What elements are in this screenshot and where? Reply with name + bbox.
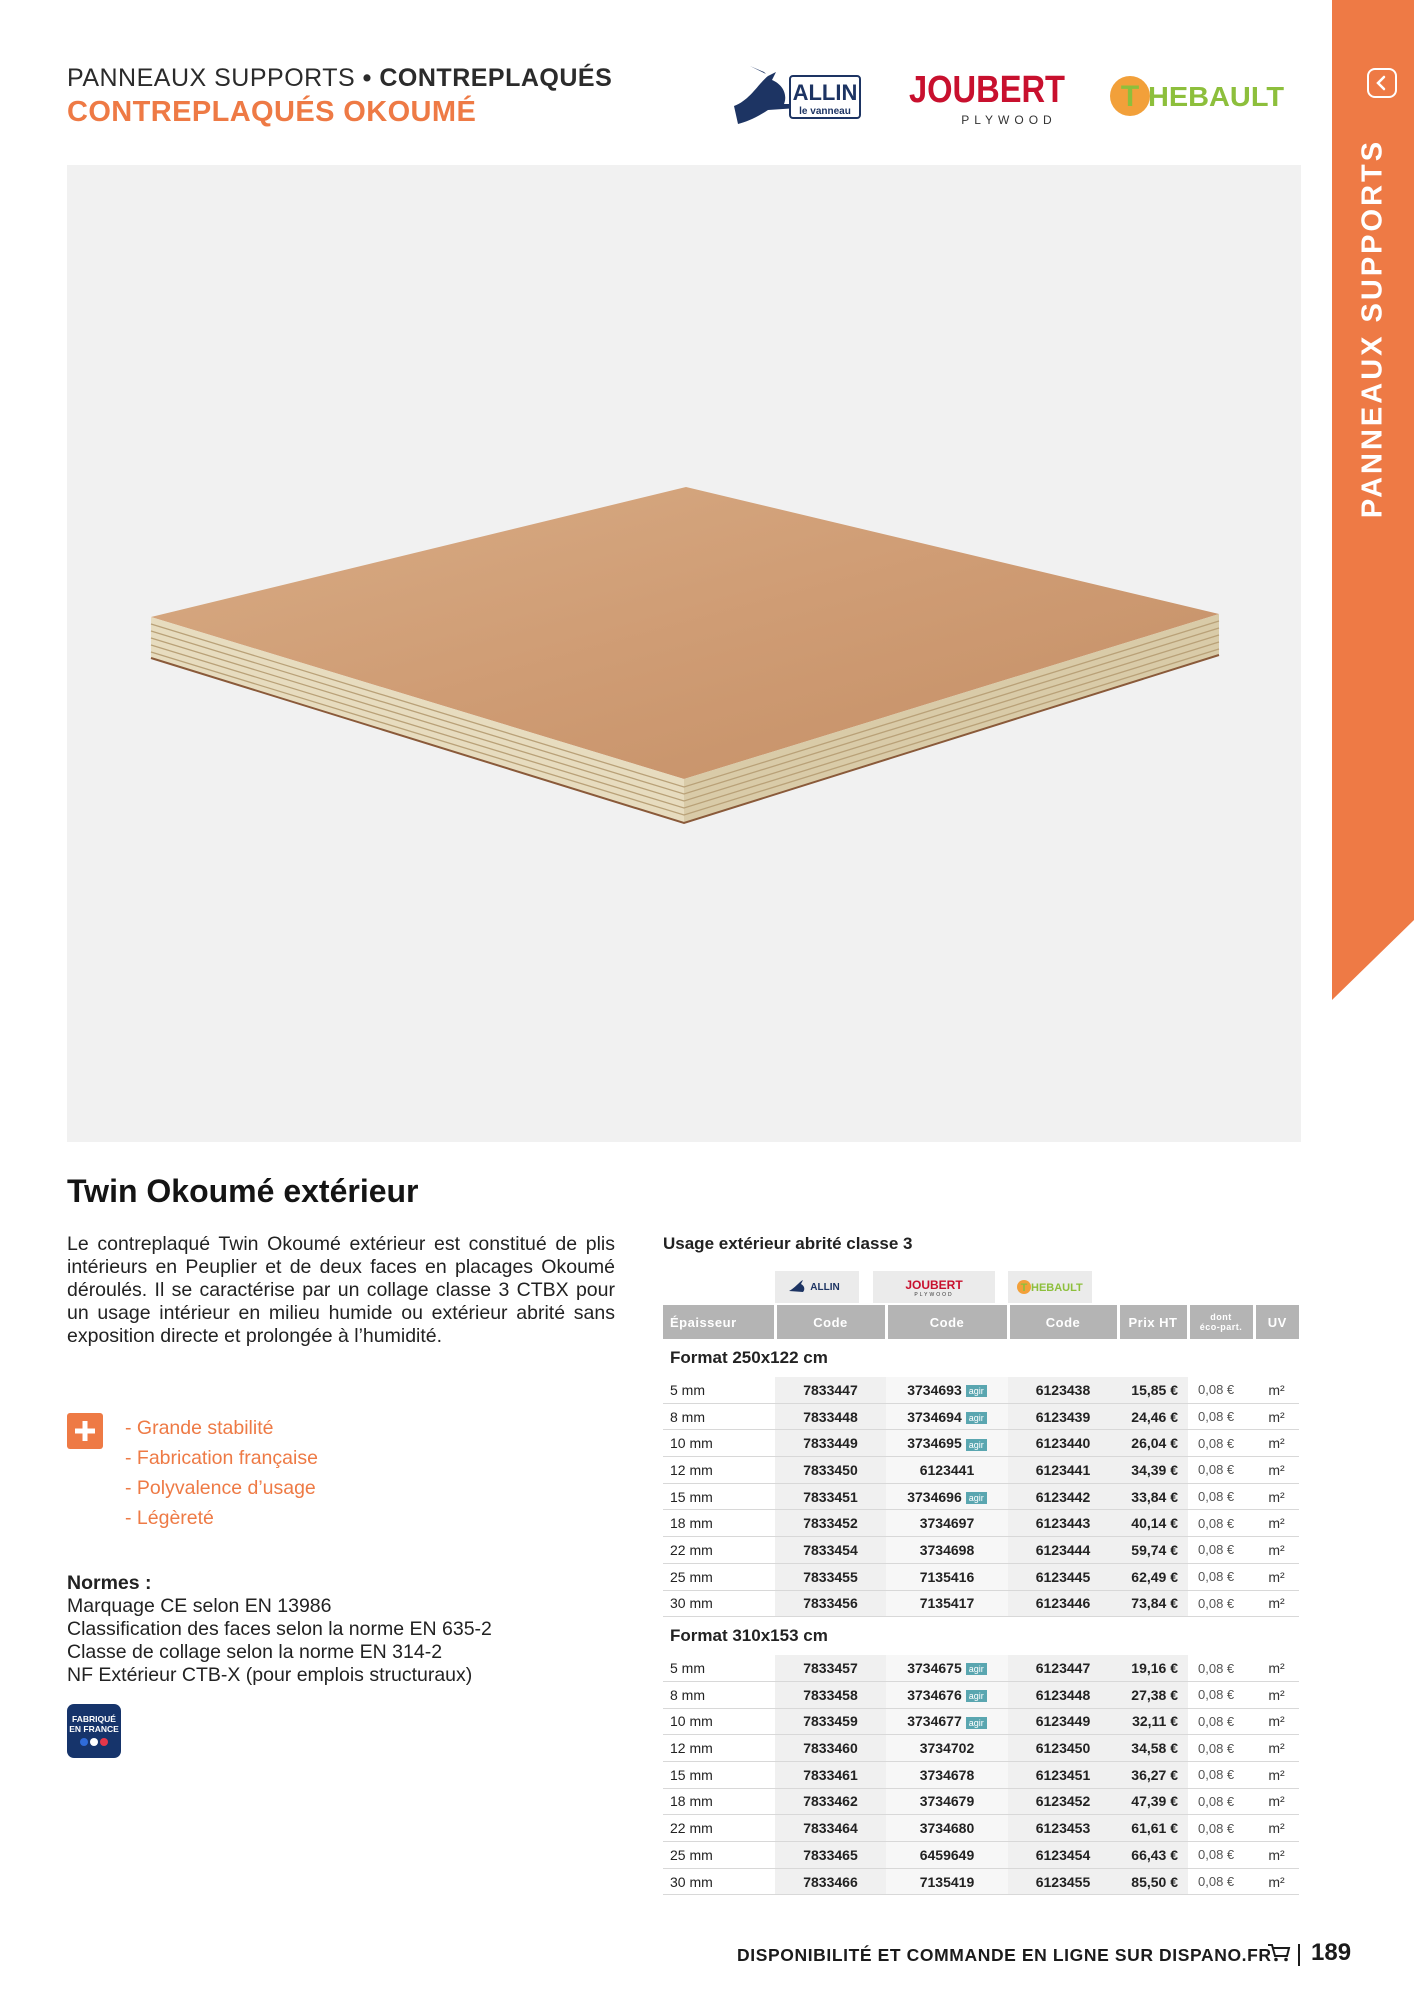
cell-eco: 0,08 € (1188, 1377, 1254, 1403)
col-eco: dont éco-part. (1188, 1305, 1254, 1339)
cell-code-thebault: 6123452 (1008, 1788, 1118, 1815)
cell-uv: m² (1254, 1377, 1299, 1403)
cell-code-thebault: 6123444 (1008, 1537, 1118, 1564)
cell-code-thebault: 6123453 (1008, 1815, 1118, 1842)
cell-uv: m² (1254, 1537, 1299, 1564)
cell-prix: 66,43 € (1118, 1842, 1188, 1869)
norme-item: Classe de collage selon la norme EN 314-2 (67, 1641, 443, 1663)
table-row (663, 1377, 1299, 1403)
cell-prix: 33,84 € (1118, 1483, 1188, 1510)
agir-badge: agir (966, 1663, 987, 1675)
cell-uv: m² (1254, 1457, 1299, 1484)
cell-eco: 0,08 € (1188, 1815, 1254, 1842)
product-table (663, 1305, 1299, 1895)
thebault-logo (1108, 70, 1288, 122)
cell-epaisseur: 18 mm (663, 1788, 775, 1815)
col-epaisseur: Épaisseur (663, 1305, 775, 1339)
cell-eco: 0,08 € (1188, 1457, 1254, 1484)
cell-code-thebault: 6123442 (1008, 1483, 1118, 1510)
allin-logo-name: ALLIN (792, 80, 858, 105)
cell-code-allin: 7833452 (775, 1510, 886, 1537)
product-description: Le contreplaqué Twin Okoumé extérieur est constitué de plis intérieurs en Peuplier et de deux faces en placages Okoumé déroulés. Il se caractérise par un collage classe 3 CTBX pour un usage intérieur en milieu humide ou extérieur abrité sans exposition directe et prolongée à l’humidité. (67, 1233, 615, 1347)
cell-uv: m² (1254, 1655, 1299, 1681)
cell-code-allin: 7833462 (775, 1788, 886, 1815)
cell-code-thebault: 6123454 (1008, 1842, 1118, 1869)
table-row (663, 1655, 1299, 1681)
cell-prix: 19,16 € (1118, 1655, 1188, 1681)
svg-text:HEBAULT: HEBAULT (1031, 1282, 1083, 1294)
cell-prix: 61,61 € (1118, 1815, 1188, 1842)
cell-code-allin: 7833457 (775, 1655, 886, 1681)
svg-text:PLYWOOD: PLYWOOD (914, 1292, 954, 1298)
cell-code-joubert: 3734693 agir (886, 1377, 1008, 1403)
joubert-mini-logo (899, 1276, 969, 1298)
cell-epaisseur: 10 mm (663, 1708, 775, 1735)
feature-item: - Grande stabilité (125, 1417, 274, 1439)
product-image (67, 165, 1301, 1142)
cell-code-joubert: 6459649 (886, 1842, 1008, 1869)
cell-eco: 0,08 € (1188, 1708, 1254, 1735)
cell-code-joubert: 3734676 agir (886, 1681, 1008, 1708)
format-title: Format 250x122 cm (670, 1348, 828, 1367)
norme-item: Marquage CE selon EN 13986 (67, 1595, 332, 1617)
cell-code-allin: 7833456 (775, 1590, 886, 1617)
table-row (663, 1788, 1299, 1815)
allin-logo-sub: le vanneau (799, 106, 851, 117)
agir-badge: agir (966, 1412, 987, 1424)
col-prix: Prix HT (1118, 1305, 1188, 1339)
side-tab-label: PANNEAUX SUPPORTS (1356, 138, 1389, 519)
cell-epaisseur: 22 mm (663, 1815, 775, 1842)
table-row (663, 1430, 1299, 1457)
cell-prix: 24,46 € (1118, 1403, 1188, 1430)
cell-eco: 0,08 € (1188, 1510, 1254, 1537)
table-row (663, 1708, 1299, 1735)
crumb-sub: CONTREPLAQUÉS (379, 64, 613, 92)
format-row (663, 1617, 1299, 1656)
cart-icon (1268, 1944, 1290, 1962)
cell-code-joubert: 3734695 agir (886, 1430, 1008, 1457)
cell-code-thebault: 6123440 (1008, 1430, 1118, 1457)
format-row (663, 1339, 1299, 1377)
cell-code-allin: 7833455 (775, 1563, 886, 1590)
cell-code-joubert: 6123441 (886, 1457, 1008, 1484)
col-code-joubert: Code (886, 1305, 1008, 1339)
flag-dots-icon (67, 1734, 121, 1748)
cell-epaisseur: 22 mm (663, 1537, 775, 1564)
table-row (663, 1842, 1299, 1869)
cell-prix: 34,39 € (1118, 1457, 1188, 1484)
allin-logo (728, 62, 863, 130)
joubert-logo-name: JOUBERT (909, 69, 1065, 111)
cell-code-thebault: 6123439 (1008, 1403, 1118, 1430)
cell-epaisseur: 8 mm (663, 1681, 775, 1708)
norme-item: NF Extérieur CTB-X (pour emplois structuraux) (67, 1664, 473, 1686)
table-brand-joubert (873, 1271, 995, 1303)
cell-eco: 0,08 € (1188, 1430, 1254, 1457)
agir-badge: agir (966, 1690, 987, 1702)
col-code-thebault: Code (1008, 1305, 1118, 1339)
cell-code-thebault: 6123448 (1008, 1681, 1118, 1708)
cell-code-thebault: 6123451 (1008, 1761, 1118, 1788)
cell-code-thebault: 6123438 (1008, 1377, 1118, 1403)
cell-eco: 0,08 € (1188, 1681, 1254, 1708)
cell-uv: m² (1254, 1403, 1299, 1430)
cell-epaisseur: 5 mm (663, 1377, 775, 1403)
cell-eco: 0,08 € (1188, 1868, 1254, 1895)
cell-epaisseur: 30 mm (663, 1590, 775, 1617)
cell-code-allin: 7833460 (775, 1735, 886, 1762)
cell-eco: 0,08 € (1188, 1788, 1254, 1815)
cell-code-thebault: 6123446 (1008, 1590, 1118, 1617)
cell-uv: m² (1254, 1510, 1299, 1537)
cell-eco: 0,08 € (1188, 1537, 1254, 1564)
svg-text:JOUBERT: JOUBERT (905, 1278, 963, 1292)
col-uv: UV (1254, 1305, 1299, 1339)
cell-uv: m² (1254, 1788, 1299, 1815)
cell-code-joubert: 3734677 agir (886, 1708, 1008, 1735)
cell-eco: 0,08 € (1188, 1842, 1254, 1869)
cell-code-thebault: 6123449 (1008, 1708, 1118, 1735)
cell-prix: 40,14 € (1118, 1510, 1188, 1537)
thebault-logo-initial: T (1120, 80, 1140, 113)
cell-code-allin: 7833448 (775, 1403, 886, 1430)
cell-code-allin: 7833454 (775, 1537, 886, 1564)
table-row (663, 1735, 1299, 1762)
cell-prix: 73,84 € (1118, 1590, 1188, 1617)
cell-epaisseur: 10 mm (663, 1430, 775, 1457)
cell-uv: m² (1254, 1681, 1299, 1708)
cell-eco: 0,08 € (1188, 1403, 1254, 1430)
svg-text:T: T (1020, 1282, 1028, 1294)
cell-code-joubert: 7135419 (886, 1868, 1008, 1895)
cell-code-allin: 7833459 (775, 1708, 886, 1735)
cell-prix: 34,58 € (1118, 1735, 1188, 1762)
cell-prix: 26,04 € (1118, 1430, 1188, 1457)
cell-epaisseur: 12 mm (663, 1457, 775, 1484)
agir-badge: agir (966, 1717, 987, 1729)
cell-uv: m² (1254, 1735, 1299, 1762)
thebault-logo-name: HEBAULT (1148, 81, 1284, 112)
table-row (663, 1815, 1299, 1842)
cell-epaisseur: 12 mm (663, 1735, 775, 1762)
cell-epaisseur: 15 mm (663, 1483, 775, 1510)
cell-prix: 27,38 € (1118, 1681, 1188, 1708)
cell-code-allin: 7833451 (775, 1483, 886, 1510)
cell-epaisseur: 8 mm (663, 1403, 775, 1430)
table-row (663, 1483, 1299, 1510)
cell-eco: 0,08 € (1188, 1761, 1254, 1788)
cell-eco: 0,08 € (1188, 1655, 1254, 1681)
col-code-allin: Code (775, 1305, 886, 1339)
cell-code-thebault: 6123447 (1008, 1655, 1118, 1681)
cell-code-thebault: 6123450 (1008, 1735, 1118, 1762)
table-row (663, 1403, 1299, 1430)
cell-eco: 0,08 € (1188, 1483, 1254, 1510)
joubert-logo-sub: PLYWOOD (961, 113, 1057, 127)
cell-uv: m² (1254, 1430, 1299, 1457)
feature-list (125, 1413, 318, 1533)
cell-code-allin: 7833447 (775, 1377, 886, 1403)
cell-code-joubert: 3734679 (886, 1788, 1008, 1815)
table-row (663, 1681, 1299, 1708)
feature-item: - Fabrication française (125, 1447, 318, 1469)
table-brand-allin (775, 1271, 859, 1303)
feature-item: - Légèreté (125, 1507, 214, 1529)
table-header-row (663, 1305, 1299, 1339)
joubert-logo (905, 68, 1070, 130)
cell-code-thebault: 6123445 (1008, 1563, 1118, 1590)
table-row (663, 1510, 1299, 1537)
cell-prix: 62,49 € (1118, 1563, 1188, 1590)
cell-epaisseur: 5 mm (663, 1655, 775, 1681)
cell-uv: m² (1254, 1761, 1299, 1788)
made-in-france-badge (67, 1704, 121, 1758)
usage-title: Usage extérieur abrité classe 3 (663, 1234, 913, 1253)
cell-prix: 59,74 € (1118, 1537, 1188, 1564)
table-row (663, 1590, 1299, 1617)
cell-code-joubert: 3734698 (886, 1537, 1008, 1564)
cell-code-joubert: 7135416 (886, 1563, 1008, 1590)
cell-epaisseur: 25 mm (663, 1842, 775, 1869)
footer-divider (1298, 1944, 1300, 1966)
thebault-mini-logo (1015, 1276, 1085, 1298)
page-number: 189 (1311, 1939, 1352, 1966)
cell-prix: 32,11 € (1118, 1708, 1188, 1735)
product-name: Twin Okoumé extérieur (67, 1173, 419, 1209)
cell-code-joubert: 7135417 (886, 1590, 1008, 1617)
cell-uv: m² (1254, 1842, 1299, 1869)
cell-epaisseur: 18 mm (663, 1510, 775, 1537)
page-title: CONTREPLAQUÉS OKOUMÉ (67, 96, 477, 128)
cell-uv: m² (1254, 1815, 1299, 1842)
cell-code-joubert: 3734702 (886, 1735, 1008, 1762)
table-row (663, 1563, 1299, 1590)
cell-code-thebault: 6123441 (1008, 1457, 1118, 1484)
normes-title: Normes : (67, 1572, 152, 1594)
cell-uv: m² (1254, 1708, 1299, 1735)
cell-code-allin: 7833465 (775, 1842, 886, 1869)
table-row (663, 1537, 1299, 1564)
badge-line-1: FABRIQUÉ (72, 1714, 116, 1724)
cell-code-joubert: 3734694 agir (886, 1403, 1008, 1430)
badge-line-2: EN FRANCE (69, 1724, 119, 1734)
cell-uv: m² (1254, 1868, 1299, 1895)
normes-list (67, 1595, 492, 1687)
plus-icon (67, 1413, 103, 1449)
cell-code-allin: 7833466 (775, 1868, 886, 1895)
cell-uv: m² (1254, 1483, 1299, 1510)
cell-code-joubert: 3734680 (886, 1815, 1008, 1842)
cell-prix: 85,50 € (1118, 1868, 1188, 1895)
cell-code-joubert: 3734675 agir (886, 1655, 1008, 1681)
agir-badge: agir (966, 1492, 987, 1504)
cell-code-joubert: 3734697 (886, 1510, 1008, 1537)
table-row (663, 1457, 1299, 1484)
table-row (663, 1761, 1299, 1788)
cell-prix: 36,27 € (1118, 1761, 1188, 1788)
feature-item: - Polyvalence d’usage (125, 1477, 316, 1499)
agir-badge: agir (966, 1439, 987, 1451)
cell-eco: 0,08 € (1188, 1735, 1254, 1762)
cell-epaisseur: 25 mm (663, 1563, 775, 1590)
svg-text:ALLIN: ALLIN (810, 1282, 840, 1293)
allin-mini-logo (787, 1276, 847, 1298)
cell-uv: m² (1254, 1590, 1299, 1617)
table-row (663, 1868, 1299, 1895)
cell-uv: m² (1254, 1563, 1299, 1590)
cell-prix: 47,39 € (1118, 1788, 1188, 1815)
footer-text: DISPONIBILITÉ ET COMMANDE EN LIGNE SUR DISPANO.FR (737, 1945, 1272, 1965)
norme-item: Classification des faces selon la norme EN 635-2 (67, 1618, 492, 1640)
breadcrumb (67, 64, 612, 93)
cell-code-allin: 7833461 (775, 1761, 886, 1788)
cell-code-thebault: 6123455 (1008, 1868, 1118, 1895)
cell-code-thebault: 6123443 (1008, 1510, 1118, 1537)
cell-code-allin: 7833450 (775, 1457, 886, 1484)
cell-epaisseur: 15 mm (663, 1761, 775, 1788)
cell-code-joubert: 3734696 agir (886, 1483, 1008, 1510)
side-tab (1332, 0, 1414, 1000)
cell-eco: 0,08 € (1188, 1590, 1254, 1617)
table-brand-thebault (1008, 1271, 1092, 1303)
crumb-section: PANNEAUX SUPPORTS (67, 64, 356, 92)
cell-prix: 15,85 € (1118, 1377, 1188, 1403)
cell-code-allin: 7833458 (775, 1681, 886, 1708)
agir-badge: agir (966, 1385, 987, 1397)
crumb-bullet: • (362, 64, 372, 92)
cell-code-allin: 7833449 (775, 1430, 886, 1457)
cell-code-allin: 7833464 (775, 1815, 886, 1842)
cell-eco: 0,08 € (1188, 1563, 1254, 1590)
cell-code-joubert: 3734678 (886, 1761, 1008, 1788)
cell-epaisseur: 30 mm (663, 1868, 775, 1895)
format-title: Format 310x153 cm (670, 1626, 828, 1646)
